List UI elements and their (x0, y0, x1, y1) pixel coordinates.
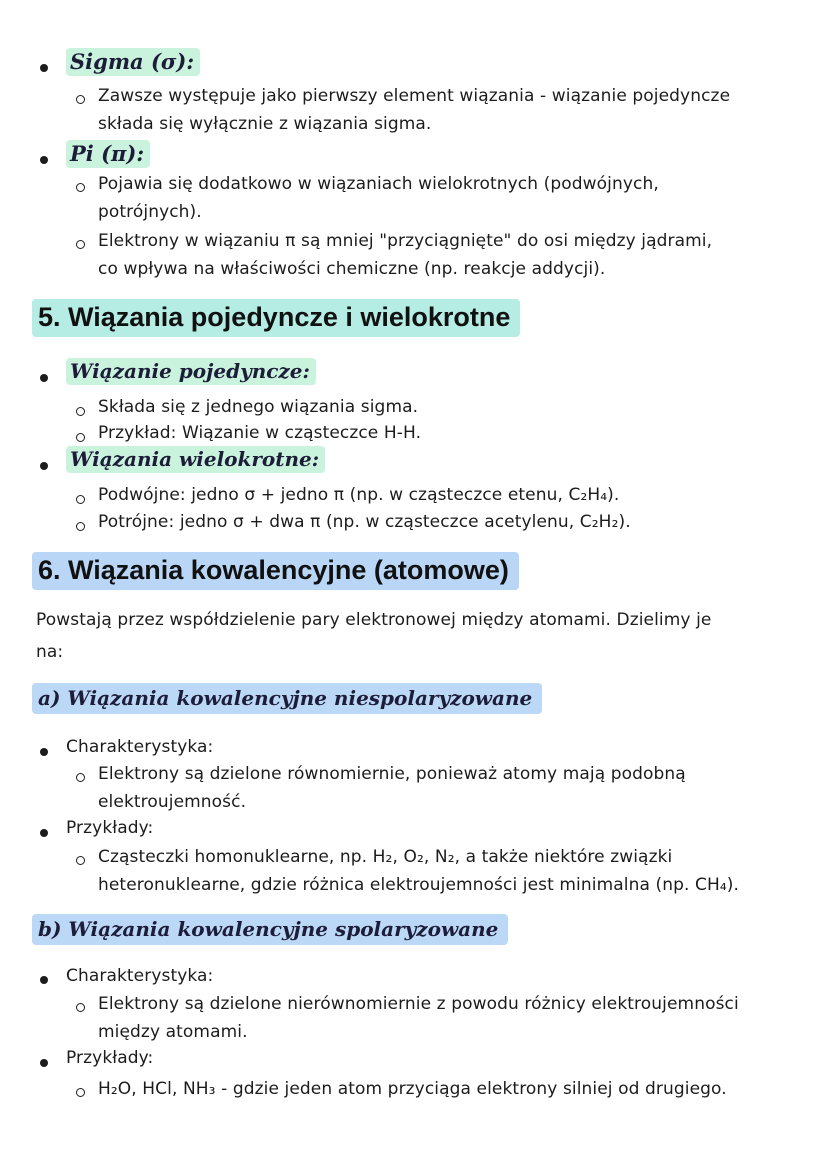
bullet-ring (76, 433, 85, 442)
bullet-dot (40, 976, 48, 984)
a-examples-item: heteronuklearne, gdzie różnica elektroujemności jest minimalna (np. CH₄). (98, 875, 739, 895)
bullet-ring (76, 522, 85, 531)
bullet-ring (76, 183, 85, 192)
bullet-ring (76, 95, 85, 104)
single-bond-item: Składa się z jednego wiązania sigma. (98, 397, 419, 417)
section-5-heading: 5. Wiązania pojedyncze i wielokrotne (32, 299, 520, 337)
bullet-dot (40, 829, 48, 837)
section-6-heading: 6. Wiązania kowalencyjne (atomowe) (32, 552, 519, 590)
pi-item-line: Pojawia się dodatkowo w wiązaniach wielokrotnych (podwójnych, (98, 174, 659, 194)
pi-title: Pi (π): (66, 141, 150, 166)
sigma-item-line: składa się wyłącznie z wiązania sigma. (98, 114, 432, 134)
multiple-bond-item: Potrójne: jedno σ + dwa π (np. w cząsteczce acetylenu, C₂H₂). (98, 512, 631, 532)
subsection-b-heading: b) Wiązania kowalencyjne spolaryzowane (32, 914, 508, 945)
bullet-dot (40, 64, 48, 72)
bullet-dot (40, 1059, 48, 1067)
subsection-a-heading: a) Wiązania kowalencyjne niespolaryzowane (32, 683, 542, 714)
a-characteristics-item: Elektrony są dzielone równomiernie, ponieważ atomy mają podobną (98, 764, 686, 784)
bullet-ring (76, 407, 85, 416)
section-6-intro: na: (36, 642, 64, 662)
bullet-dot (40, 156, 48, 164)
bullet-dot (40, 374, 48, 382)
pi-item-line: Elektrony w wiązaniu π są mniej "przyciągnięte" do osi między jądrami, (98, 231, 713, 251)
sigma-item-line: Zawsze występuje jako pierwszy element wiązania - wiązanie pojedyncze (98, 86, 731, 106)
b-examples-label: Przykłady: (66, 1048, 154, 1068)
b-characteristics-item: Elektrony są dzielone nierównomiernie z powodu różnicy elektroujemności (98, 994, 739, 1014)
bullet-ring (76, 240, 85, 249)
b-characteristics-label: Charakterystyka: (66, 966, 214, 986)
bullet-ring (76, 1088, 85, 1097)
b-characteristics-item: między atomami. (98, 1022, 248, 1042)
a-characteristics-item: elektroujemność. (98, 792, 247, 812)
a-characteristics-label: Charakterystyka: (66, 737, 214, 757)
a-examples-item: Cząsteczki homonuklearne, np. H₂, O₂, N₂, a także niektóre związki (98, 847, 673, 867)
bullet-ring (76, 495, 85, 504)
bullet-ring (76, 856, 85, 865)
sigma-title: Sigma (σ): (66, 49, 200, 74)
pi-item-line: potrójnych). (98, 202, 202, 222)
section-6-intro: Powstają przez współdzielenie pary elektronowej między atomami. Dzielimy je (36, 610, 712, 630)
bullet-ring (76, 773, 85, 782)
multiple-bond-title: Wiązania wielokrotne: (66, 447, 325, 471)
bullet-dot (40, 748, 48, 756)
pi-item-line: co wpływa na właściwości chemiczne (np. reakcje addycji). (98, 259, 606, 279)
single-bond-title: Wiązanie pojedyncze: (66, 359, 316, 383)
bullet-ring (76, 1003, 85, 1012)
single-bond-item: Przykład: Wiązanie w cząsteczce H-H. (98, 423, 422, 443)
b-examples-item: H₂O, HCl, NH₃ - gdzie jeden atom przyciąga elektrony silniej od drugiego. (98, 1079, 727, 1099)
a-examples-label: Przykłady: (66, 818, 154, 838)
bullet-dot (40, 462, 48, 470)
multiple-bond-item: Podwójne: jedno σ + jedno π (np. w cząsteczce etenu, C₂H₄). (98, 485, 620, 505)
